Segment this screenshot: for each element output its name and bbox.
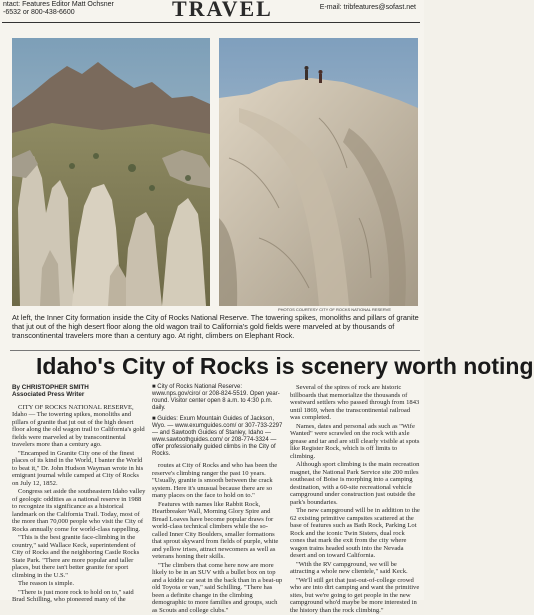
article-column-1 (12, 384, 146, 605)
inner-city-photo-image (12, 38, 210, 306)
caption-rule (10, 350, 420, 351)
paragraph: Names, dates and personal ads such as "Wife Wanted" were scrawled on the rock with axle grease and tar and are still clearly visible at spots like Register Rock, which is off limits to climbing. (290, 422, 420, 460)
paragraph: "Encamped in Granite City one of the finest places of its kind in the World, I banter the World to beat it," Dr. John Hudson Wayman wrote in his emigrant journal while camped at City of Rocks on July 12, 1852. (12, 449, 144, 487)
byline-author: By CHRISTOPHER SMITH (12, 384, 89, 391)
paragraph: "This is the best granite face-climbing in the country," said Wallace Keck, superintendent of City of Rocks and the neighboring Castle Rocks State Park. "There are more popular and taller places, but there isn't better granite for sport climbing in the U.S." (12, 534, 140, 579)
byline-org: Associated Press Writer (12, 391, 85, 399)
header-rule (2, 22, 420, 23)
paragraph: CITY OF ROCKS NATIONAL RESERVE, Idaho — The towering spikes, monoliths and pillars of granite that jut out of the high desert floor along the old wagon trail to California's gold fields were marveled at by transcontinental travelers more than a century ago. (12, 403, 145, 449)
contact-line-1: ntact: Features Editor Matt Ochsner (3, 1, 114, 8)
info-guides-text: Guides: Exum Mountain Guides of Jackson, Wyo. — www.exumguides.com/ or 307-733-2297 — and Sawtooth Guides of Stanley, Idaho — www.sawtoothguides.com/ or 208-774-3324 — offer professionally guided climbs in the City of Rocks. (152, 416, 283, 457)
photo-inner-city (12, 38, 210, 306)
paragraph: "There is just more rock to hold on to," said Brad Schilling, who pioneered many of the (12, 588, 134, 604)
article-column-3 (290, 384, 420, 615)
paragraph: Features with names like Rabbit Rock, Heartbreaker Wall, Morning Glory Spire and Bread Loaves have become popular draws for world-class technical climbers while the so-called Inner City Boulders, smaller formations that sprout skyward from fields of purple, white and yellow irises, attract newcomers as well as veterans honing their skills. (152, 500, 279, 560)
paragraph: Although sport climbing is the main recreation magnet, the National Park Service site 200 miles southeast of Boise is morphing into a camping destination, with a 60-site recreational vehicle campground under construction just outside the park's boundaries. (290, 461, 420, 506)
article-column-2 (152, 384, 283, 615)
photo-elephant-rock (219, 38, 418, 306)
paragraph: Several of the spires of rock are historic billboards that memorialize the thousands of westward settlers who passed through from 1843 until 1869, when the transcontinental railroad was completed. (290, 384, 420, 421)
contact-info (3, 1, 114, 17)
info-bullet-icon: ■ (152, 416, 158, 422)
info-reserve-text: City of Rocks National Reserve: www.nps.gov/ciro/ or 208-824-5519. Open year-round. Visitor center open 8 a.m. to 4:30 p.m. daily. (152, 384, 280, 411)
elephant-rock-photo-image (219, 38, 418, 306)
photo-credit: PHOTOS COURTESY CITY OF ROCKS NATIONAL RESERVE (278, 307, 391, 312)
byline (12, 384, 146, 399)
paragraph: The new campground will be in addition to the 62 existing primitive campsites scattered at the base of features such as Bath Rock, Parking Lot Rock and the iconic Twin Sisters, dual rock cones that mark the exit from the city where wagon trains headed south into the Nevada desert and on toward California. (290, 507, 420, 559)
paragraph: "With the RV campground, we will be attracting a whole new clientele," said Keck. (290, 560, 408, 575)
photo-caption: At left, the Inner City formation inside the City of Rocks National Reserve. The towering spikes, monoliths and pillars of granite that jut out of the high desert floor along the old wagon trail to California's gold fields were marveled at by thousands of transcontinental travelers more than a century ago. At right, climbers on Elephant Rock. (12, 313, 419, 340)
paragraph: "We'll still get that just-out-of-college crowd who are into dirt camping and want the primitive sites, but we're going to get people in the new campground who'd maybe be more interested in the history than the rock climbing." (290, 576, 420, 614)
section-header (0, 0, 424, 22)
article-headline: Idaho's City of Rocks is scenery worth noting (36, 353, 534, 379)
info-box-reserve (152, 384, 283, 412)
paragraph: routes at City of Rocks and who has been the reserve's climbing ranger the past 10 years. "Usually, granite is smooth between the crack system. Here it's unusual because there are so many places on the face to hold on to." (152, 462, 278, 499)
contact-line-2: -6532 or 800-438-6600 (3, 9, 75, 16)
paragraph: The reason is simple. (18, 580, 75, 588)
section-title: TRAVEL (172, 0, 273, 21)
paragraph: "The climbers that come here now are more likely to be in an SUV with a bullet box on top and a kiddie car seat in the back than in a beat-up old Toyota or van," said Schilling. "There has been a definite change in the climbing demographic to more families and groups, such as Scouts and college clubs." (152, 561, 283, 614)
email-address: E-mail: tribfeatures@sofast.net (319, 4, 416, 11)
info-bullet-icon: ■ (152, 384, 158, 390)
paragraph: Congress set aside the southeastern Idaho valley of geologic oddities as a national reserve in 1988 to recognize its significance as a historical landmark on the California Trail. Today, most of the more than 70,000 people who visit the City of Rocks annually come for world-class rappelling. (12, 488, 146, 533)
info-box-guides (152, 416, 283, 458)
